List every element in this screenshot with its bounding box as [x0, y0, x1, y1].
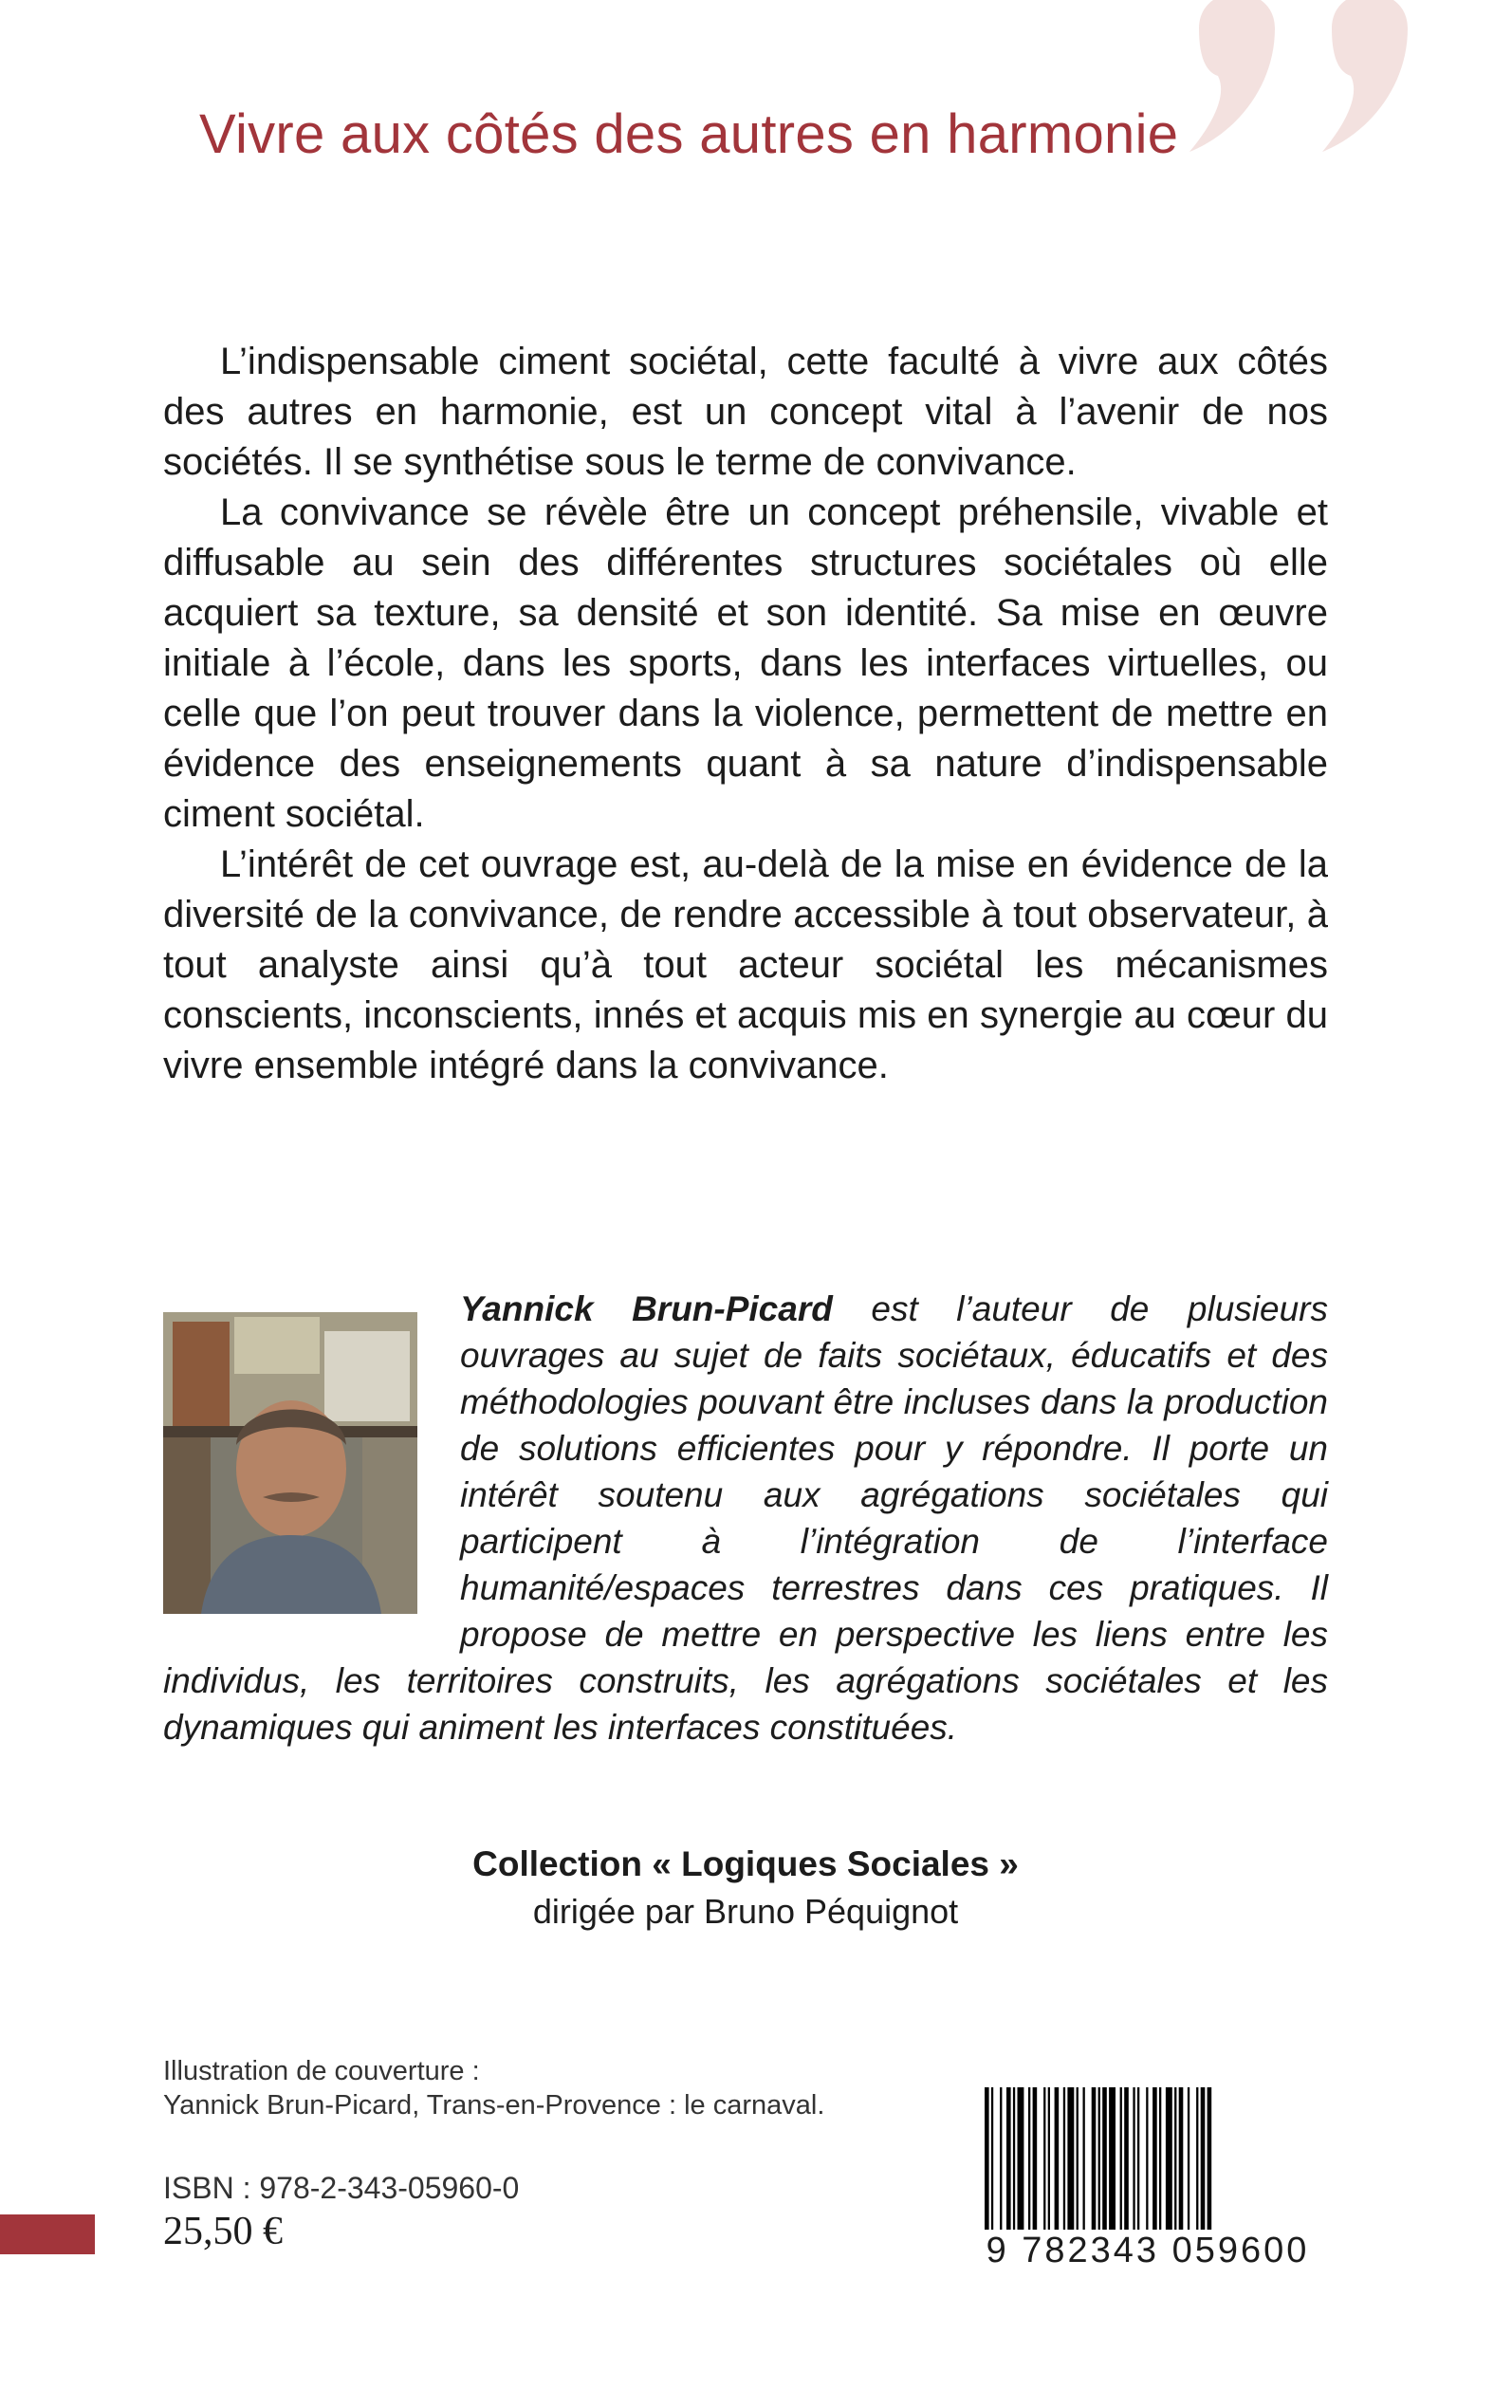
summary-paragraph-3: L’intérêt de cet ouvrage est, au-delà de la mise en évidence de la diversité de la convivance, de rendre accessible à tout observateur, à tout analyste ainsi qu’à tout acteur sociétal les mécanismes conscients, inconscients, innés et acquis mis en synergie au cœur du vivre ensemble intégré dans la convivance.: [163, 843, 1328, 1086]
credits-line-1: Illustration de couverture :: [163, 2056, 480, 2086]
price-accent-bar: [0, 2214, 95, 2254]
cover-credits: [163, 2054, 1017, 2122]
back-cover-summary: [163, 337, 1328, 1091]
author-photo: [163, 1312, 417, 1614]
author-description: est l’auteur de plusieurs ouvrages au sujet de faits sociétaux, éducatifs et des méthodologies pouvant être incluses dans la production de solutions efficientes pour y répondre. Il porte un intérêt soutenu aux agrégations sociétales qui participent à l’intégration de l’interface humanité/espaces terrestres dans ces pratiques. Il propose de mettre en perspective les liens entre les individus, les territoires construits, les agrégations sociétales et les dynamiques qui animent les interfaces constituées.: [163, 1289, 1328, 1747]
collection-title: Collection « Logiques Sociales »: [472, 1844, 1019, 1883]
price: 25,50 €: [163, 2210, 283, 2253]
page-title: Vivre aux côtés des autres en harmonie: [199, 103, 1179, 165]
summary-paragraph-2: La convivance se révèle être un concept préhensile, vivable et diffusable au sein des différentes structures sociétales où elle acquiert sa texture, sa densité et son identité. Sa mise en œuvre initiale à l’école, dans les sports, dans les interfaces virtuelles, ou celle que l’on peut trouver dans la violence, permettent de mettre en évidence des enseignements quant à sa nature d’indispensable ciment sociétal.: [163, 491, 1328, 835]
isbn: ISBN : 978-2-343-05960-0: [163, 2171, 520, 2205]
author-name: Yannick Brun-Picard: [460, 1289, 833, 1328]
barcode-digits: 9 782343 059600: [986, 2231, 1310, 2270]
author-bio: [163, 1286, 1328, 1750]
credits-line-2: Yannick Brun-Picard, Trans-en-Provence : le carnaval.: [163, 2090, 825, 2121]
collection-info: [163, 1841, 1328, 1936]
collection-director: dirigée par Bruno Péquignot: [532, 1892, 959, 1931]
summary-paragraph-1: L’indispensable ciment sociétal, cette faculté à vivre aux côtés des autres en harmonie, est un concept vital à l’avenir de nos sociétés. Il se synthétise sous le terme de convivance.: [163, 341, 1328, 483]
